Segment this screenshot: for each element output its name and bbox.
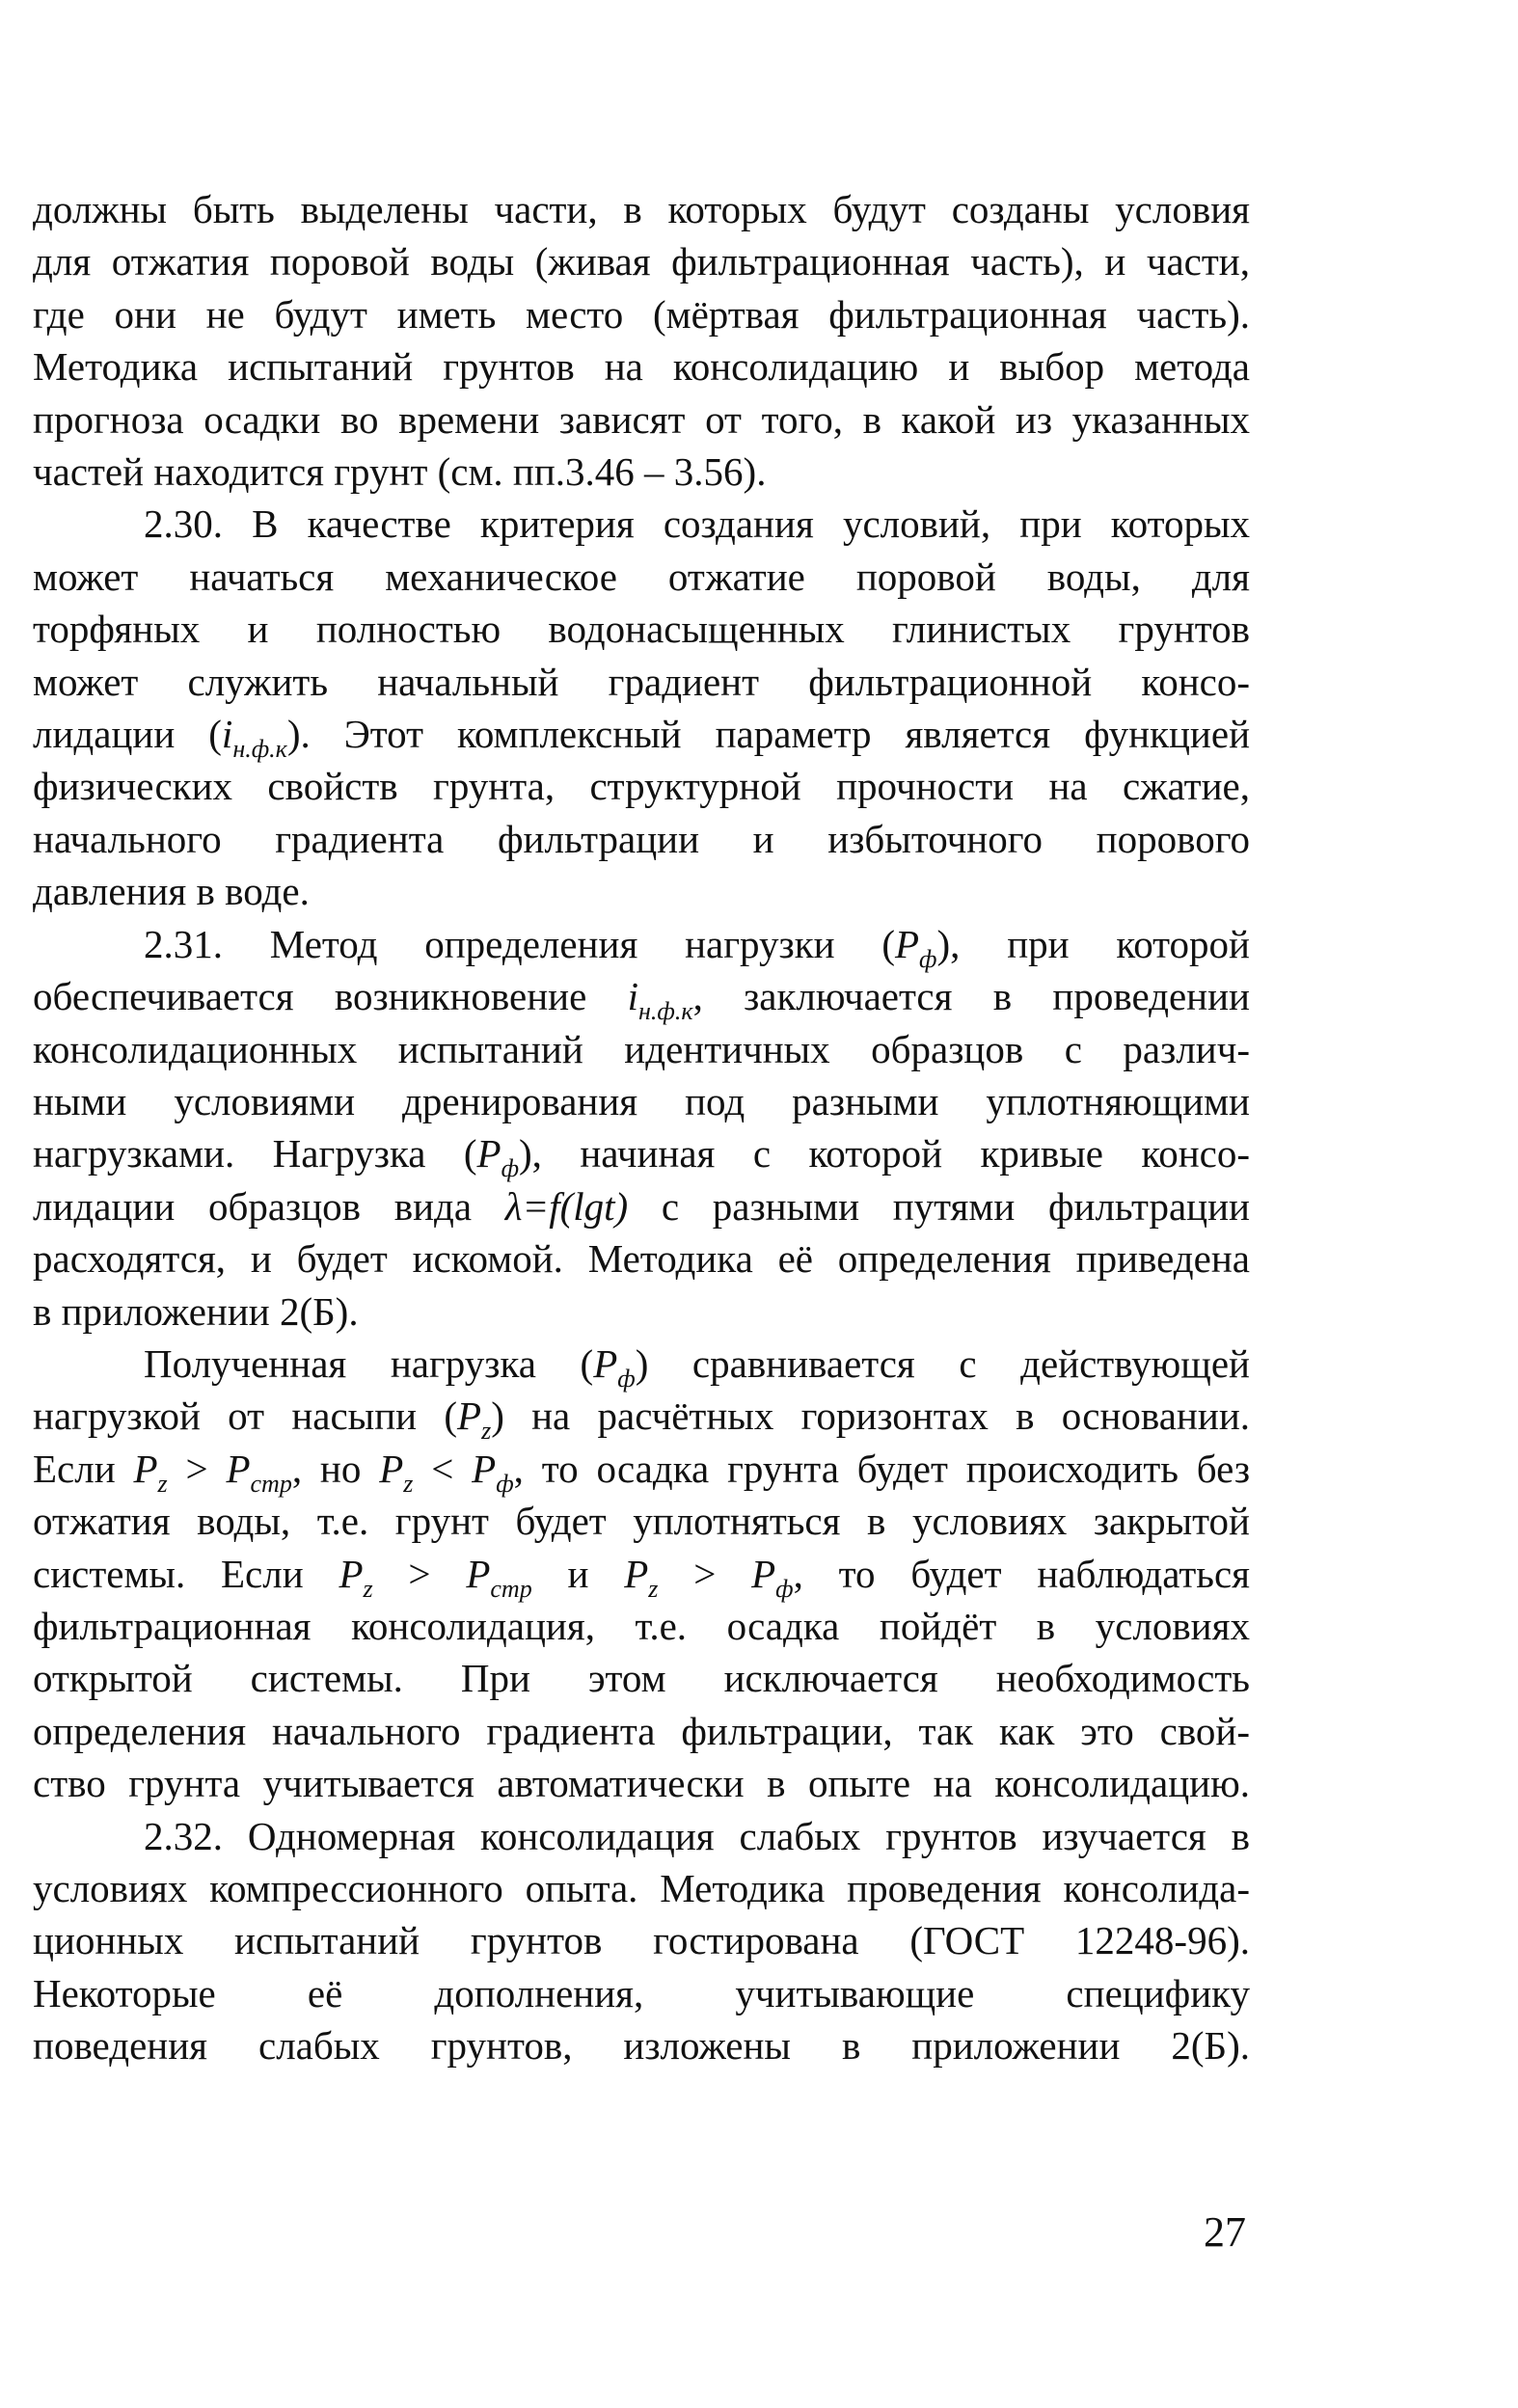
text-line: может начаться механическое отжатие поровой воды, для bbox=[33, 554, 1250, 599]
text-line: консолидационных испытаний идентичных образцов с различ- bbox=[33, 1026, 1250, 1071]
text-line: для отжатия поровой воды (живая фильтрационная часть), и части, bbox=[33, 239, 1250, 284]
text-line: должны быть выделены части, в которых будут созданы условия bbox=[33, 187, 1250, 231]
text-line: Полученная нагрузка $(P_ф)$ сравнивается с действующей bbox=[144, 1340, 1250, 1393]
paragraph-continuation bbox=[33, 183, 1250, 498]
paragraph-2-30 bbox=[33, 498, 1250, 917]
text-line: системы. Если $P_z > P_{стр}$ и $P_z > P_ф$, то будет наблюдаться bbox=[33, 1551, 1250, 1603]
text-line: определения начального градиента фильтрации, так как это свой- bbox=[33, 1708, 1250, 1753]
text-line: Методика испытаний грунтов на консолидацию и выбор метода bbox=[33, 344, 1250, 390]
text-line: где они не будут иметь место (мёртвая фильтрационная часть). bbox=[33, 291, 1250, 337]
text-line: ционных испытаний грунтов гостирована (ГОСТ 12248-96). bbox=[33, 1918, 1250, 1963]
paragraph-2-32 bbox=[33, 1810, 1250, 2072]
text-line: нагрузками. Нагрузка $(P_ф)$, начиная с которой кривые консо- bbox=[33, 1131, 1250, 1183]
paragraph-load-comparison bbox=[33, 1338, 1250, 1810]
body-text bbox=[33, 183, 1250, 2072]
text-line: прогноза осадки во времени зависят от того, в какой из указанных bbox=[33, 396, 1250, 442]
text-line: торфяных и полностью водонасыщенных глинистых грунтов bbox=[33, 607, 1250, 652]
text-line: нагрузкой от насыпи $(P_z)$ на расчётных горизонтах в основании. bbox=[33, 1393, 1251, 1446]
text-line: фильтрационная консолидация, т.е. осадка пойдёт в условиях bbox=[33, 1603, 1250, 1648]
text-line: давления в воде. bbox=[33, 869, 310, 914]
text-line: 2.32. Одномерная консолидация слабых грунтов изучается в bbox=[144, 1813, 1250, 1858]
page-number: 27 bbox=[1204, 2208, 1246, 2256]
text-line: лидации $(i_{н.ф.к})$. Этот комплексный параметр является функцией bbox=[33, 712, 1251, 764]
text-line: поведения слабых грунтов, изложены в приложении 2(Б). bbox=[33, 2023, 1250, 2069]
text-line: частей находится грунт (см. пп.3.46 – 3.56). bbox=[33, 449, 767, 495]
text-line: может служить начальный градиент фильтрационной консо- bbox=[33, 659, 1250, 704]
paragraph-2-31 bbox=[33, 918, 1250, 1338]
text-line: Если $P_z > P_{стр}$, но $P_z < P_ф$, то осадка грунта будет происходить без bbox=[33, 1446, 1251, 1498]
text-line: лидации образцов вида λ=f(lgt) с разными путями фильтрации bbox=[33, 1183, 1250, 1229]
text-line: 2.31. Метод определения нагрузки $(P_ф)$, при которой bbox=[144, 921, 1250, 973]
text-line: условиях компрессионного опыта. Методика проведения консолида- bbox=[33, 1866, 1250, 1910]
text-line: расходятся, и будет искомой. Методика её определения приведена bbox=[33, 1236, 1250, 1282]
text-line: обеспечивается возникновение $i_{н.ф.к}$, заключается в проведении bbox=[33, 974, 1250, 1026]
text-line: начального градиента фильтрации и избыточного порового bbox=[33, 816, 1250, 861]
text-line: в приложении 2(Б). bbox=[33, 1288, 359, 1334]
text-line: физических свойств грунта, структурной прочности на сжатие, bbox=[33, 764, 1250, 809]
text-line: ными условиями дренирования под разными уплотняющими bbox=[33, 1078, 1250, 1123]
text-line: ство грунта учитывается автоматически в опыте на консолидацию. bbox=[33, 1761, 1250, 1806]
text-line: 2.30. В качестве критерия создания условий, при которых bbox=[144, 501, 1250, 547]
text-line: открытой системы. При этом исключается необходимость bbox=[33, 1656, 1250, 1701]
text-line: Некоторые её дополнения, учитывающие специфику bbox=[33, 1970, 1250, 2016]
text-line: отжатия воды, т.е. грунт будет уплотняться в условиях закрытой bbox=[33, 1499, 1250, 1544]
